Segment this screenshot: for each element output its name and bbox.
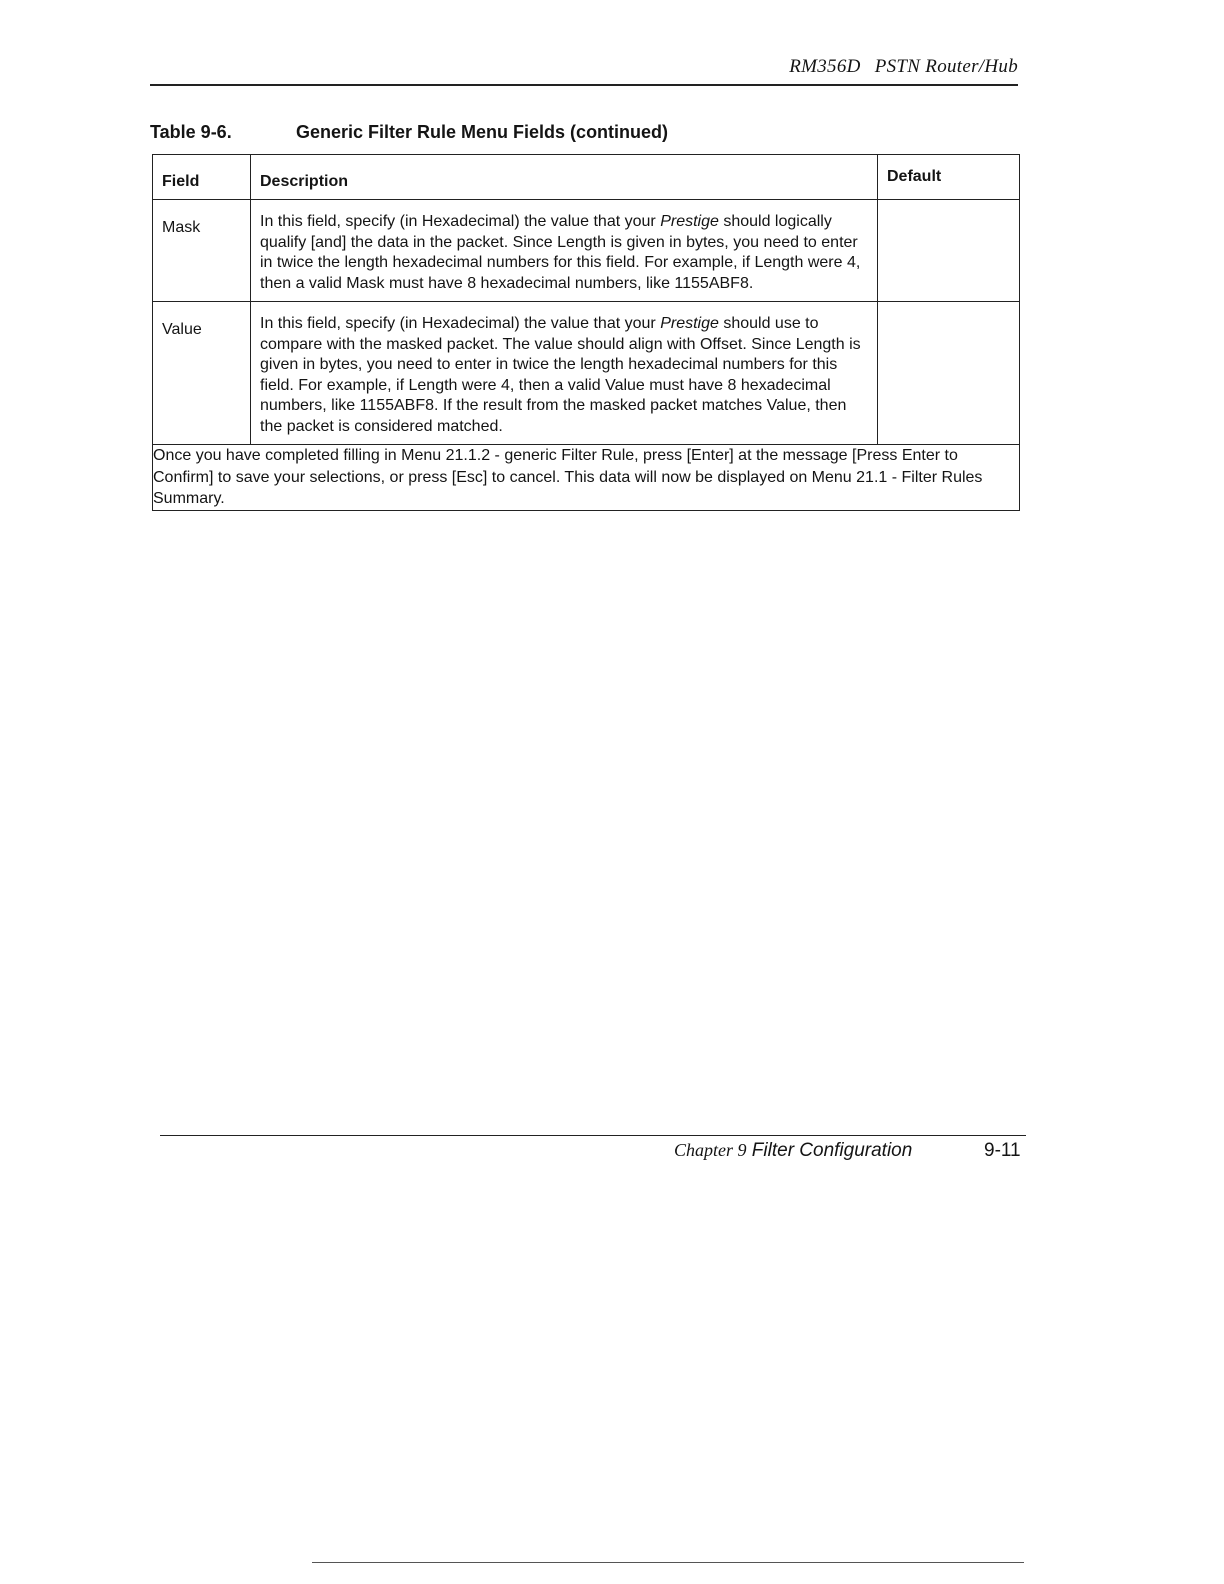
default-cell [878, 302, 1020, 445]
table-header-row [153, 155, 1020, 200]
header-model: RM356D [789, 56, 861, 77]
table-row-value [153, 302, 1020, 445]
chapter-title: Filter Configuration [751, 1140, 913, 1161]
bottom-edge-rule [312, 1562, 1024, 1563]
default-cell [878, 200, 1020, 302]
description-cell [251, 200, 878, 302]
fields-table [152, 154, 1020, 511]
running-header [789, 56, 1018, 78]
field-description: In this field, specify (in Hexadecimal) the value that your Prestige should use to compare with the masked packet. The value should align with Offset. Since Length is given in bytes, you need to enter in twice the length hexadecimal numbers for this field. For example, if Length were 4, then a valid Value must have 8 hexadecimal numbers, like 1155ABF8. If the result from the masked packet matches Value, then the packet is considered matched. [260, 315, 861, 435]
table-note-row [153, 445, 1020, 511]
field-name-cell [153, 302, 251, 445]
page-number: 9-11 [984, 1140, 1021, 1161]
column-header-field: Field [153, 155, 251, 200]
footer-chapter [674, 1140, 912, 1162]
header-product: PSTN Router/Hub [874, 56, 1018, 77]
product-name-emphasis: Prestige [660, 213, 719, 230]
field-name: Mask [162, 219, 201, 236]
field-description: In this field, specify (in Hexadecimal) the value that your Prestige should logically qualify [and] the data in the packet. Since Length is given in bytes, you need to enter in twice the length hexadecimal numbers for this field. For example, if Length were 4, then a valid Mask must have 8 hexadecimal numbers, like 1155ABF8. [260, 213, 861, 292]
column-header-description: Description [251, 155, 878, 200]
table-caption [150, 122, 668, 143]
footer-rule [160, 1135, 1026, 1136]
field-name-cell [153, 200, 251, 302]
table-title: Generic Filter Rule Menu Fields (continued) [296, 122, 669, 142]
header-rule [150, 84, 1018, 86]
description-cell [251, 302, 878, 445]
field-name: Value [162, 321, 202, 338]
chapter-label: Chapter 9 [674, 1140, 747, 1160]
column-header-default: Default [878, 155, 1020, 200]
table-number: Table 9-6. [150, 122, 232, 142]
product-name-emphasis: Prestige [660, 315, 719, 332]
table-row-mask [153, 200, 1020, 302]
table-note: Once you have completed filling in Menu 21.1.2 - generic Filter Rule, press [Enter] at the message [Press Enter to Confirm] to save your selections, or press [Esc] to cancel. This data will now be displayed on Menu 21.1 - Filter Rules Summary. [153, 445, 1020, 511]
